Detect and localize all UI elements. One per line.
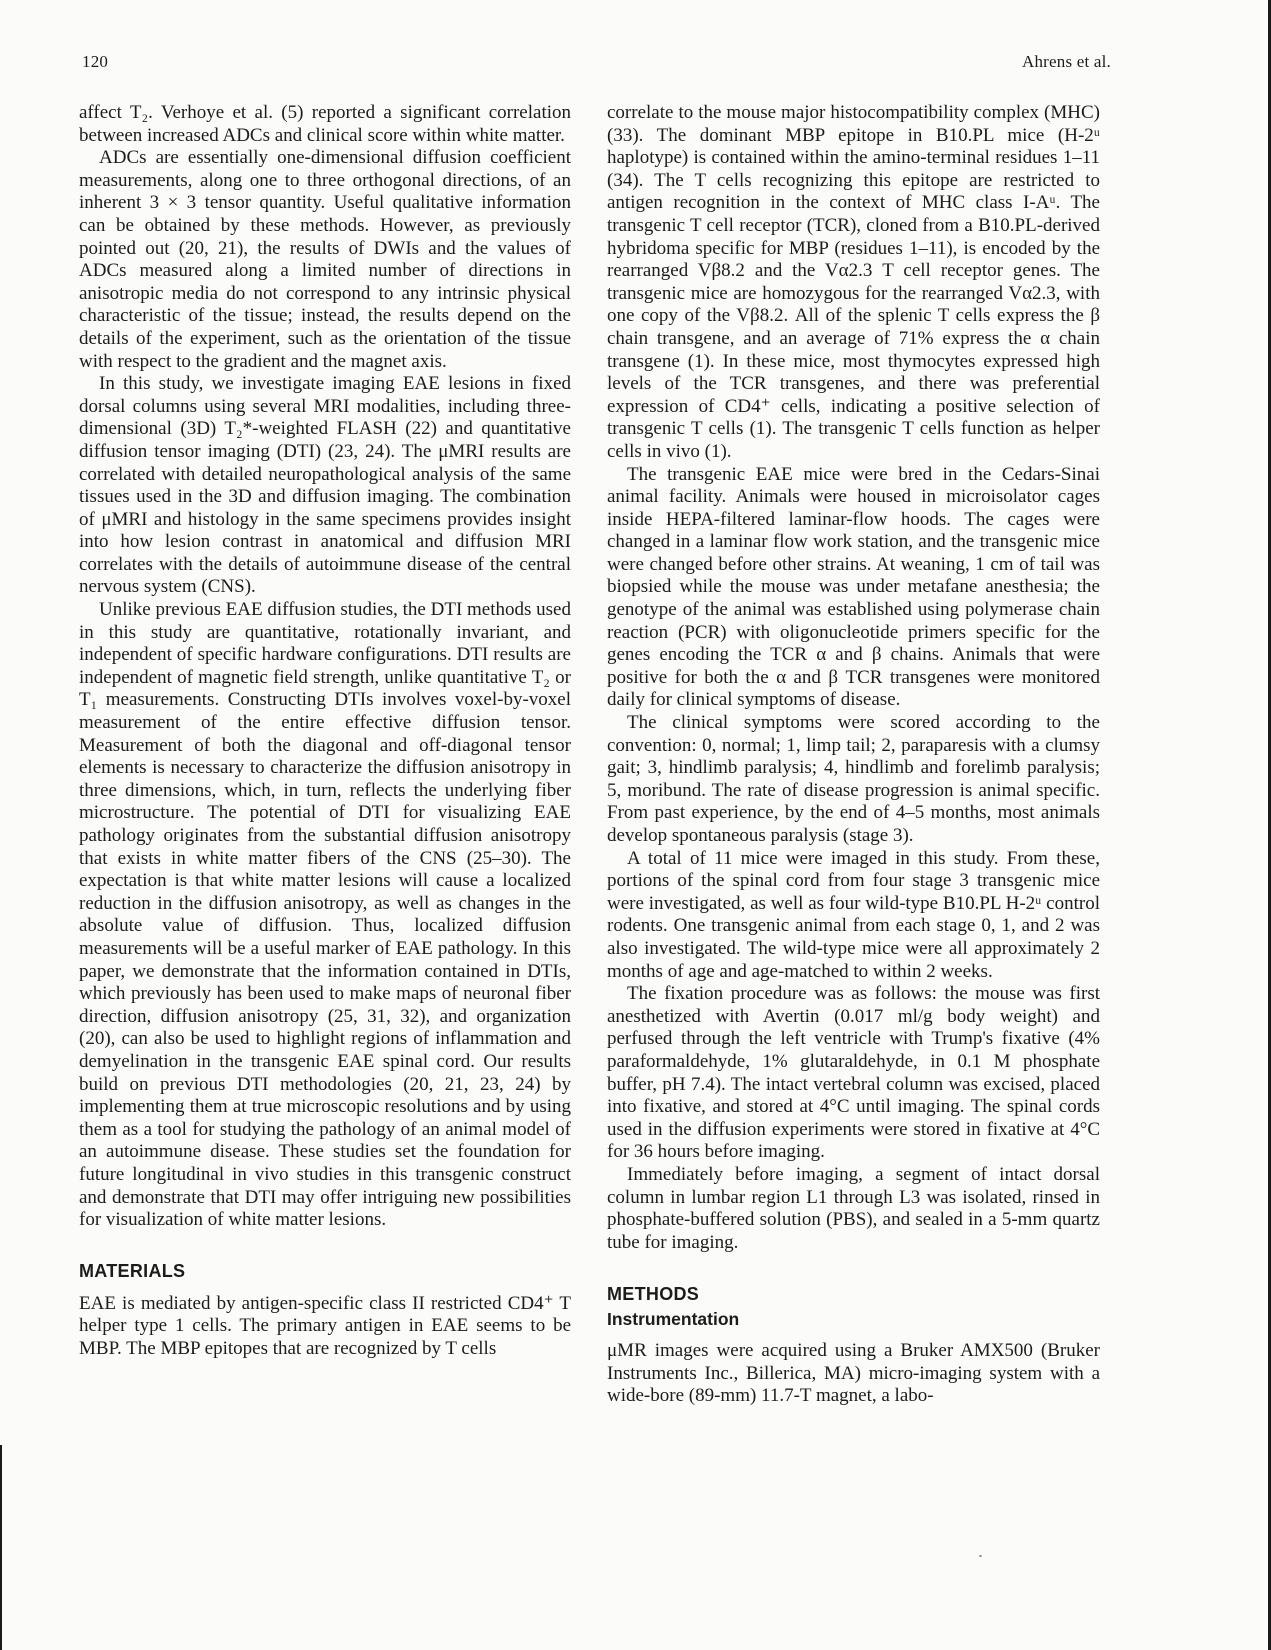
- materials-heading: MATERIALS: [79, 1260, 186, 1281]
- page-number: 120: [82, 52, 109, 71]
- methods-heading: METHODS: [607, 1284, 700, 1305]
- instrumentation-heading: Instrumentation: [607, 1309, 740, 1330]
- binding-edge-rule: [0, 1445, 2, 1650]
- paragraph-continued: affect T₂. Verhoye et al. (5) reported a significant correlation between increased ADCs and clinical score within white matter.: [79, 102, 571, 146]
- left-column: [79, 102, 571, 1360]
- running-author: Ahrens et al.: [1022, 52, 1111, 71]
- scan-speck: [979, 1555, 982, 1557]
- paragraph-mhc: correlate to the mouse major histocompatibility complex (MHC) (33). The dominant MBP epitope in B10.PL mice (H-2ᵘ haplotype) is contained within the amino-terminal residues 1–11 (34). The T cells recognizing this epitope are restricted to antigen recognition in the context of MHC class I-Aᵘ. The transgenic T cell receptor (TCR), cloned from a B10.PL-derived hybridoma specific for MBP (residues 1–11), is encoded by the rearranged Vβ8.2 and the Vα2.3 T cell receptor genes. The transgenic mice are homozygous for the rearranged Vα2.3, with one copy of the Vβ8.2. All of the splenic T cells express the β chain transgene, and an average of 71% express the α chain transgene (1). In these mice, most thymocytes expressed high levels of the TCR transgenes, and there was preferential expression of CD4⁺ cells, indicating a positive selection of transgenic T cells (1). The transgenic T cells function as helper cells in vivo (1).: [607, 102, 1100, 462]
- paragraph-eae-mediated: EAE is mediated by antigen-specific class II restricted CD4⁺ T helper type 1 cells. The primary antigen in EAE seems to be MBP. The MBP epitopes that are recognized by T cells: [79, 1292, 571, 1359]
- paragraph-instrumentation: μMR images were acquired using a Bruker AMX500 (Bruker Instruments Inc., Billerica, MA) micro-imaging system with a wide-bore (89-mm) 11.7-T magnet, a labo-: [607, 1340, 1100, 1407]
- paragraph-dti: Unlike previous EAE diffusion studies, the DTI methods used in this study are quantitative, rotationally invariant, and independent of specific hardware configurations. DTI results are independent of magnetic field strength, unlike quantitative T₂ or T₁ measurements. Constructing DTIs involves voxel-by-voxel measurement of the entire effective diffusion tensor. Measurement of both the diagonal and off-diagonal tensor elements is necessary to characterize the diffusion anisotropy in three dimensions, which, in turn, reflects the underlying fiber microstructure. The potential of DTI for visualizing EAE pathology originates from the substantial diffusion anisotropy that exists in white matter fibers of the CNS (25–30). The expectation is that white matter lesions will cause a localized reduction in the diffusion anisotropy, as well as changes in the absolute value of diffusion. Thus, localized diffusion measurements will be a useful marker of EAE pathology. In this paper, we demonstrate that the information contained in DTIs, which previously has been used to make maps of neuronal fiber direction, diffusion anisotropy (25, 31, 32), and organization (20), can also be used to highlight regions of inflammation and demyelination in the transgenic EAE spinal cord. Our results build on previous DTI methodologies (20, 21, 23, 24) by implementing them at true microscopic resolutions and by using them as a tool for studying the pathology of an animal model of an autoimmune disease. These studies set the foundation for future longitudinal in vivo studies in this transgenic construct and demonstrate that DTI may offer intriguing new possibilities for visualization of white matter lesions.: [79, 599, 571, 1231]
- paragraph-clinical: The clinical symptoms were scored according to the convention: 0, normal; 1, limp tail; 2, paraparesis with a clumsy gait; 3, hindlimb paralysis; 4, hindlimb and forelimb paralysis; 5, moribund. The rate of disease progression is animal specific. From past experience, by the end of 4–5 months, most animals develop spontaneous paralysis (stage 3).: [607, 712, 1100, 846]
- paragraph-adc: ADCs are essentially one-dimensional diffusion coefficient measurements, along one to three orthogonal directions, of an inherent 3 × 3 tensor quantity. Useful qualitative information can be obtained by these methods. However, as previously pointed out (20, 21), the results of DWIs and the values of ADCs measured along a limited number of directions in anisotropic media do not correspond to any intrinsic physical characteristic of the tissue; instead, the results depend on the details of the experiment, such as the orientation of the tissue with respect to the gradient and the magnet axis.: [79, 147, 571, 372]
- paragraph-study: In this study, we investigate imaging EAE lesions in fixed dorsal columns using several MRI modalities, including three-dimensional (3D) T₂*-weighted FLASH (22) and quantitative diffusion tensor imaging (DTI) (23, 24). The μMRI results are correlated with detailed neuropathological analysis of the same tissues used in the 3D and diffusion imaging. The combination of μMRI and histology in the same specimens provides insight into how lesion contrast in anatomical and diffusion MRI correlates with the details of autoimmune disease of the central nervous system (CNS).: [79, 373, 571, 598]
- paragraph-fixation: The fixation procedure was as follows: the mouse was first anesthetized with Avertin (0.017 ml/g body weight) and perfused through the left ventricle with Trump's fixative (4% paraformaldehyde, 1% glutaraldehyde, in 0.1 M phosphate buffer, pH 7.4). The intact vertebral column was excised, placed into fixative, and stored at 4°C until imaging. The spinal cords used in the diffusion experiments were stored in fixative at 4°C for 36 hours before imaging.: [607, 983, 1100, 1163]
- paragraph-total-mice: A total of 11 mice were imaged in this study. From these, portions of the spinal cord from four stage 3 transgenic mice were investigated, as well as four wild-type B10.PL H-2ᵘ control rodents. One transgenic animal from each stage 0, 1, and 2 was also investigated. The wild-type mice were all approximately 2 months of age and age-matched to within 2 weeks.: [607, 847, 1100, 982]
- paragraph-imaging-prep: Immediately before imaging, a segment of intact dorsal column in lumbar region L1 through L3 was isolated, rinsed in phosphate-buffered solution (PBS), and sealed in a 5-mm quartz tube for imaging.: [607, 1163, 1100, 1253]
- right-column: [607, 102, 1100, 1408]
- paragraph-breeding: The transgenic EAE mice were bred in the Cedars-Sinai animal facility. Animals were housed in microisolator cages inside HEPA-filtered laminar-flow hoods. The cages were changed in a laminar flow work station, and the transgenic mice were changed before other strains. At weaning, 1 cm of tail was biopsied while the mouse was under metafane anesthesia; the genotype of the animal was established using polymerase chain reaction (PCR) with oligonucleotide primers specific for the genes encoding the TCR α and β chains. Animals that were positive for both the α and β TCR transgenes were monitored daily for clinical symptoms of disease.: [607, 463, 1100, 711]
